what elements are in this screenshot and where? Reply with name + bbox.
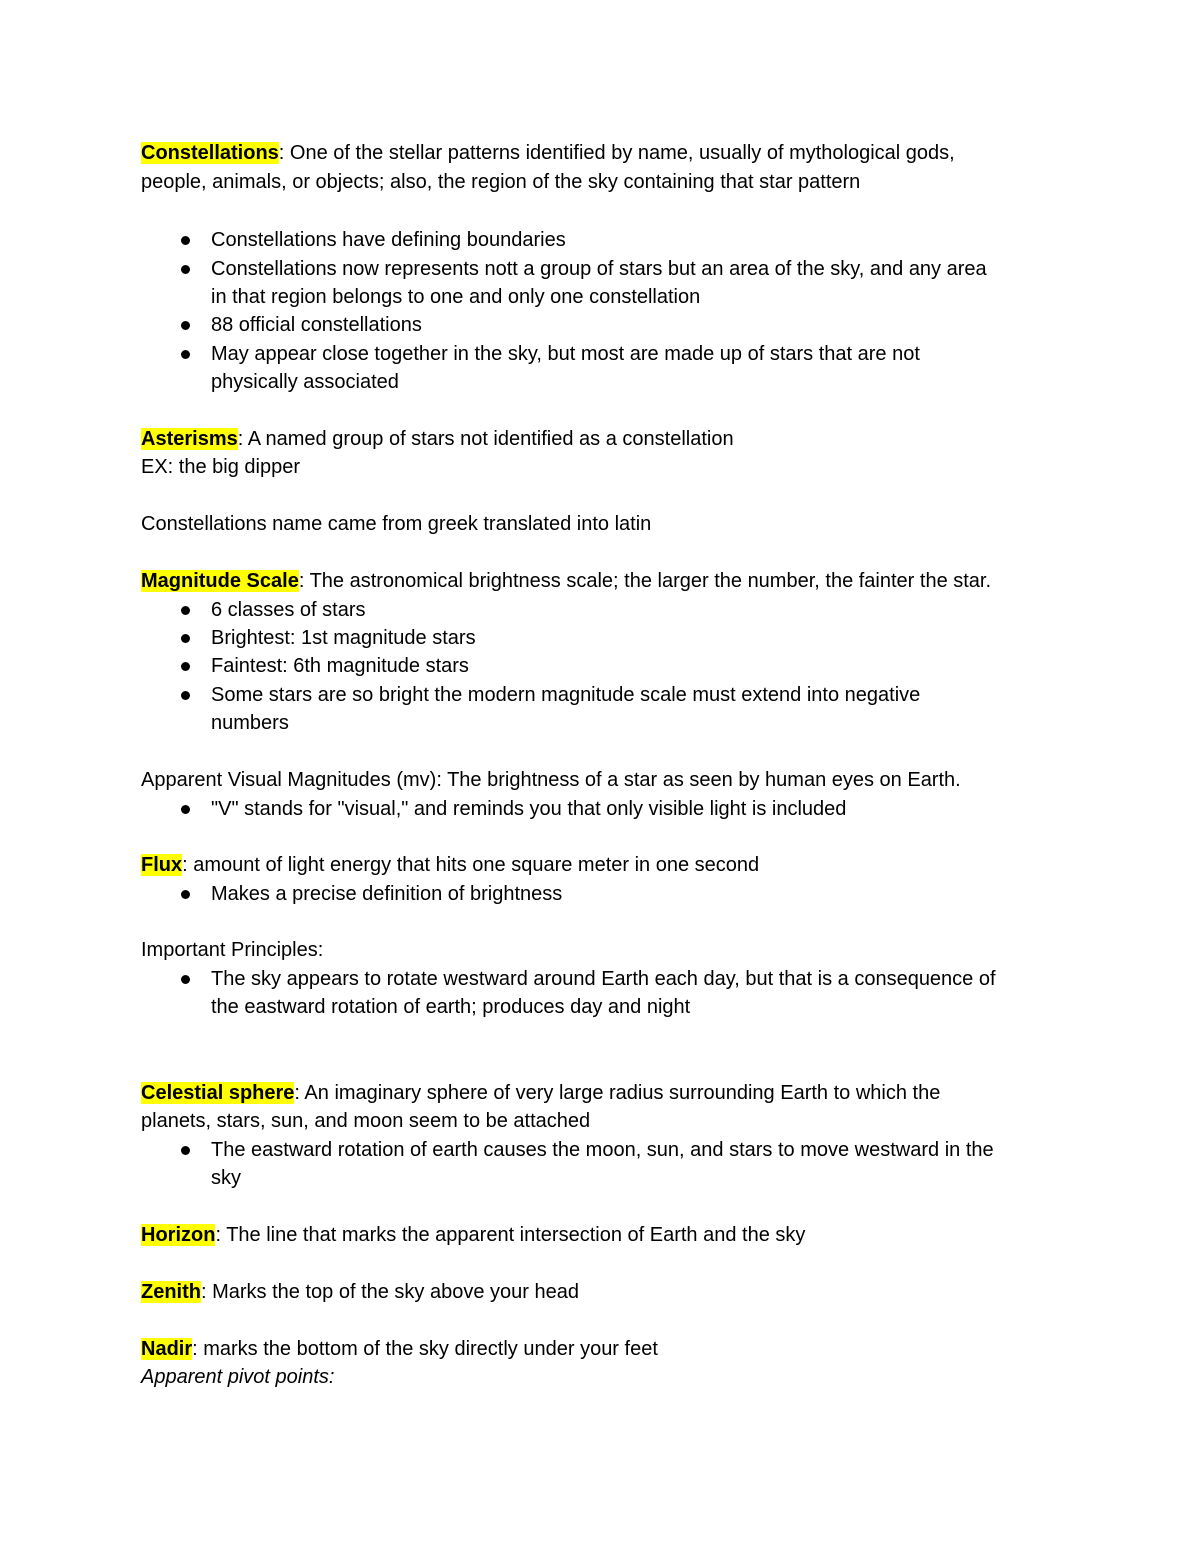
list-item: Constellations have defining boundaries (211, 229, 566, 251)
bullet-dot-icon (181, 606, 190, 615)
list-item-continuation: numbers (211, 712, 289, 734)
bullet-dot-icon (181, 236, 190, 245)
term-flux: Flux (141, 854, 183, 876)
constellations-def-line2: people, animals, or objects; also, the region of the sky containing that star pattern (141, 171, 861, 193)
term-constellations: Constellations (141, 142, 279, 164)
bullet-dot-icon (181, 805, 190, 814)
horizon-definition (141, 1221, 805, 1249)
list-item: 88 official constellations (211, 314, 422, 336)
list-item: Some stars are so bright the modern magnitude scale must extend into negative (211, 684, 921, 706)
term-horizon: Horizon (141, 1224, 216, 1246)
constellations-definition (141, 139, 955, 167)
bullet-dot-icon (181, 265, 190, 274)
zenith-definition (141, 1278, 579, 1306)
bullet-dot-icon (181, 975, 190, 984)
origin-note: Constellations name came from greek translated into latin (141, 513, 652, 535)
list-item: The sky appears to rotate westward around Earth each day, but that is a consequence of (211, 968, 996, 990)
celestial-sphere-def-line2: planets, stars, sun, and moon seem to be attached (141, 1110, 591, 1132)
list-item: Constellations now represents nott a group of stars but an area of the sky, and any area (211, 258, 987, 280)
magnitude-scale-def: : The astronomical brightness scale; the larger the number, the fainter the star. (298, 570, 992, 592)
bullet-dot-icon (181, 634, 190, 643)
magnitude-scale-definition (141, 567, 991, 595)
list-item-continuation: in that region belongs to one and only one constellation (211, 286, 701, 308)
bullet-dot-icon (181, 350, 190, 359)
bullet-dot-icon (181, 890, 190, 899)
list-item: 6 classes of stars (211, 599, 366, 621)
flux-definition (141, 851, 759, 879)
apparent-visual-magnitudes: Apparent Visual Magnitudes (mv): The brightness of a star as seen by human eyes on Earth. (141, 769, 961, 791)
list-item: Faintest: 6th magnitude stars (211, 655, 469, 677)
list-item: The eastward rotation of earth causes the moon, sun, and stars to move westward in the (211, 1139, 994, 1161)
nadir-definition (141, 1335, 658, 1363)
list-item-continuation: the eastward rotation of earth; produces day and night (211, 996, 691, 1018)
bullet-dot-icon (181, 662, 190, 671)
list-item: "V" stands for "visual," and reminds you that only visible light is included (211, 798, 847, 820)
list-item: Brightest: 1st magnitude stars (211, 627, 476, 649)
term-magnitude-scale: Magnitude Scale (141, 570, 299, 592)
asterisms-example: EX: the big dipper (141, 456, 300, 478)
bullet-dot-icon (181, 1146, 190, 1155)
horizon-def: : The line that marks the apparent intersection of Earth and the sky (215, 1224, 806, 1246)
asterisms-definition (141, 425, 734, 453)
nadir-def: : marks the bottom of the sky directly under your feet (192, 1338, 658, 1360)
list-item-continuation: sky (211, 1167, 241, 1189)
asterisms-def: : A named group of stars not identified as a constellation (237, 428, 734, 450)
flux-def: : amount of light energy that hits one square meter in one second (182, 854, 760, 876)
term-nadir: Nadir (141, 1338, 193, 1360)
zenith-def: : Marks the top of the sky above your head (201, 1281, 579, 1303)
bullet-dot-icon (181, 321, 190, 330)
constellations-def-line1: : One of the stellar patterns identified by name, usually of mythological gods, (278, 142, 955, 164)
celestial-sphere-definition (141, 1079, 940, 1107)
term-zenith: Zenith (141, 1281, 201, 1303)
celestial-sphere-def-line1: : An imaginary sphere of very large radius surrounding Earth to which the (294, 1082, 941, 1104)
pivot-points-note: Apparent pivot points: (141, 1366, 335, 1388)
term-celestial-sphere: Celestial sphere (141, 1082, 295, 1104)
bullet-dot-icon (181, 691, 190, 700)
list-item: May appear close together in the sky, but most are made up of stars that are not (211, 343, 920, 365)
term-asterisms: Asterisms (141, 428, 238, 450)
list-item-continuation: physically associated (211, 371, 399, 393)
principles-heading: Important Principles: (141, 939, 324, 961)
list-item: Makes a precise definition of brightness (211, 883, 563, 905)
